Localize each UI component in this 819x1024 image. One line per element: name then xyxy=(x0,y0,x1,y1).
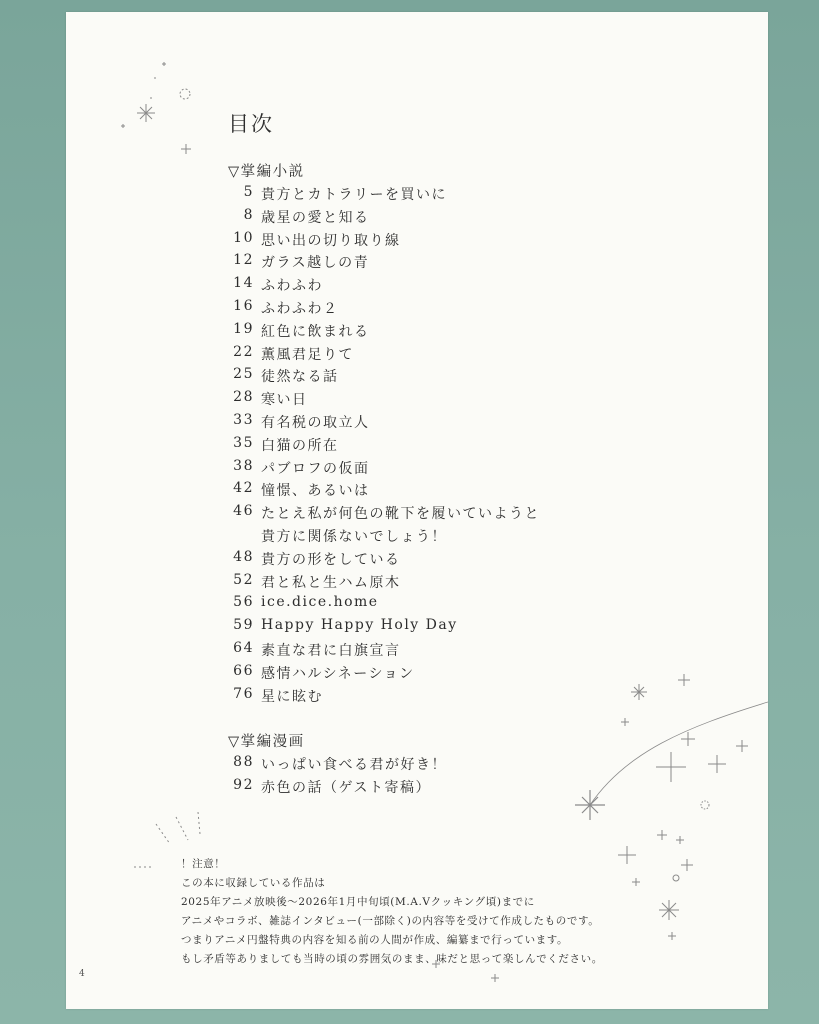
toc-entry-title: 有名税の取立人 xyxy=(261,414,370,431)
toc-page-number: 14 xyxy=(233,275,254,292)
toc-entry xyxy=(228,777,648,800)
toc-entry-title: 君と私と生ハム原木 xyxy=(261,574,401,591)
toc-entry-title: 思い出の切り取り線 xyxy=(261,232,401,249)
toc-page-number: 46 xyxy=(233,503,254,520)
toc-page-number: 5 xyxy=(243,184,254,200)
toc-page-number: 10 xyxy=(233,229,254,246)
toc-entry-title: 徒然なる話 xyxy=(261,369,339,386)
toc-entry xyxy=(228,230,648,253)
toc-list-manga xyxy=(228,754,648,800)
toc-entry xyxy=(228,207,648,230)
toc-entry xyxy=(228,321,648,344)
book-page xyxy=(66,12,768,1009)
toc-entry xyxy=(228,503,648,526)
toc-page-number: 76 xyxy=(233,685,254,702)
toc-entry xyxy=(228,480,648,503)
toc-page-number: 56 xyxy=(233,594,254,611)
toc-page-number: 88 xyxy=(233,754,254,770)
toc-entry-title: 寒い日 xyxy=(261,392,308,409)
toc-page-number: 92 xyxy=(233,776,254,793)
toc-entry-title: いっぱい食べる君が好き！ xyxy=(261,757,447,773)
page-title: 目次 xyxy=(228,112,274,136)
toc-page-number: 52 xyxy=(233,571,254,588)
toc-entry-title: 歳星の愛と知る xyxy=(261,209,370,226)
notice-block xyxy=(181,855,603,969)
notice-line: もし矛盾等ありましても当時の頃の雰囲気のまま、味だと思って楽しんでください。 xyxy=(181,953,603,965)
toc-entry-title: 薫風君足りて xyxy=(261,346,354,363)
toc-entry xyxy=(228,549,648,572)
toc-entry xyxy=(228,572,648,595)
toc-page-number: 35 xyxy=(233,434,254,451)
toc-entry xyxy=(228,617,648,640)
toc-entry xyxy=(228,594,648,617)
toc-entry xyxy=(228,435,648,458)
toc-entry xyxy=(228,640,648,663)
toc-entry xyxy=(228,366,648,389)
toc-entry-title: 紅色に飲まれる xyxy=(261,323,370,340)
toc-page-number: 19 xyxy=(233,320,254,337)
toc-entry-title: 貴方の形をしている xyxy=(261,551,401,568)
toc-entry xyxy=(228,344,648,367)
toc-entry xyxy=(228,252,648,275)
toc-entry xyxy=(228,458,648,481)
toc-entry xyxy=(228,754,648,777)
toc-entry-continuation xyxy=(228,526,648,549)
toc-entry xyxy=(228,686,648,709)
toc-page-number: 64 xyxy=(233,639,254,656)
toc-list-novels xyxy=(228,184,648,708)
toc-entry-title: 星に眩む xyxy=(261,688,323,705)
toc-entry xyxy=(228,184,648,207)
toc-page-number: 28 xyxy=(233,389,254,406)
toc-entry-title: ガラス越しの青 xyxy=(261,255,370,272)
toc-entry-title: ふわふわ２ xyxy=(261,300,339,317)
notice-line: アニメやコラボ、雑誌インタビュー(一部除く)の内容等を受けて作成したものです。 xyxy=(181,915,600,927)
toc-entry-title: 赤色の話（ゲスト寄稿） xyxy=(261,779,431,796)
toc-entry-title: たとえ私が何色の靴下を履いていようと xyxy=(261,506,540,523)
toc-page-number: 59 xyxy=(233,617,254,634)
toc-page-number: 25 xyxy=(233,366,254,383)
toc-entry-title: 憧憬、あるいは xyxy=(261,483,370,500)
toc-entry-title: ふわふわ xyxy=(261,278,323,295)
page-number: 4 xyxy=(79,969,85,979)
toc-entry xyxy=(228,275,648,298)
toc-entry-title: 感情ハルシネーション xyxy=(261,665,415,682)
toc-page-number: 16 xyxy=(233,297,254,314)
section-heading-novels: ▽掌編小説 xyxy=(228,164,305,180)
toc-page-number: 12 xyxy=(233,252,254,269)
toc-page-number: 8 xyxy=(243,206,254,223)
toc-entry-title: ice.dice.home xyxy=(261,594,379,611)
notice-line: つまりアニメ円盤特典の内容を知る前の人間が作成、編纂まで行っています。 xyxy=(181,934,569,946)
toc-entry xyxy=(228,298,648,321)
toc-page-number: 48 xyxy=(233,548,254,565)
toc-entry-title: Happy Happy Holy Day xyxy=(261,617,458,634)
notice-line: この本に収録している作品は xyxy=(181,877,326,889)
notice-heading: ！注意！ xyxy=(181,858,226,870)
section-heading-manga: ▽掌編漫画 xyxy=(228,734,305,750)
toc-page-number: 66 xyxy=(233,662,254,679)
toc-entry-title: 貴方に関係ないでしょう！ xyxy=(261,528,447,545)
toc-entry-title: 貴方とカトラリーを買いに xyxy=(261,187,447,203)
toc-entry xyxy=(228,663,648,686)
toc-page-number: 22 xyxy=(233,343,254,360)
toc-page-number: 38 xyxy=(233,457,254,474)
toc-entry xyxy=(228,389,648,412)
toc-entry xyxy=(228,412,648,435)
toc-entry-title: 白猫の所在 xyxy=(261,437,339,454)
toc-page-number: 42 xyxy=(233,480,254,497)
toc-entry-title: 素直な君に白旗宣言 xyxy=(261,642,401,659)
toc-page-number: 33 xyxy=(233,411,254,428)
notice-line: 2025年アニメ放映後〜2026年1月中旬頃(M.A.Vクッキング頃)までに xyxy=(181,896,535,908)
toc-entry-title: パブロフの仮面 xyxy=(261,460,370,477)
